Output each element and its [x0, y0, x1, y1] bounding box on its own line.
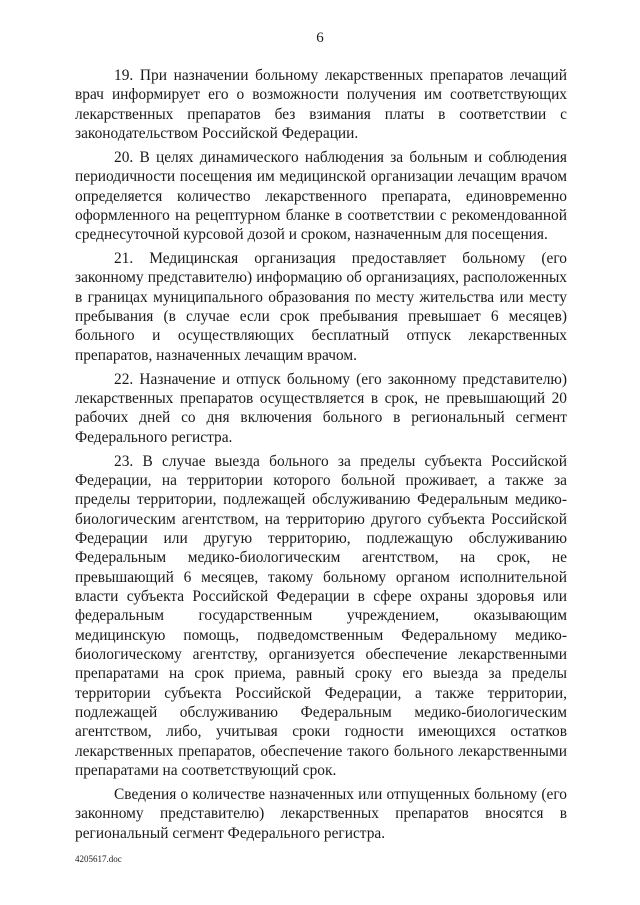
paragraph-20: 20. В целях динамического наблюдения за больным и соблюдения периодичности посещения им медицинской организации лечащим врачом определяется количество лекарственного препарата, единовременно оформленного на рецептурном бланке в соответствии с рекомендованной среднесуточной курсовой дозой и сроком, назначенным для посещения. [75, 148, 567, 244]
paragraph-22: 22. Назначение и отпуск больному (его законному представителю) лекарственных препаратов осуществляется в срок, не превышающий 20 рабочих дней со дня включения больного в региональный сегмент Федерального регистра. [75, 370, 567, 446]
paragraph-19: 19. При назначении больному лекарственных препаратов лечащий врач информирует его о возможности получения им соответствующих лекарственных препаратов без взимания платы в соответствии с законодательством Российской Федерации. [75, 67, 567, 143]
paragraph-registry-info: Сведения о количестве назначенных или отпущенных больному (его законному представителю) лекарственных препаратов вносятся в региональный сегмент Федерального регистра. [75, 785, 567, 842]
paragraph-23: 23. В случае выезда больного за пределы субъекта Российской Федерации, на территории которого больной проживает, а также за пределы территории, подлежащей обслуживанию Федеральным медико-биологическим агентством, на территорию другого субъекта Российской Федерации или другую территорию, подлежащую обслуживанию Федеральным медико-биологическим агентством, на срок, не превышающий 6 месяцев, такому больному органом исполнительной власти субъекта Российской Федерации в сфере охраны здоровья или федеральным государственным учреждением, оказывающим медицинскую помощь, подведомственным Федеральному медико-биологическому агентству, организуется обеспечение лекарственными препаратами на срок приема, равный сроку его выезда за пределы территории субъекта Российской Федерации, а также территории, подлежащей обслуживанию Федеральным медико-биологическим агентством, либо, учитывая сроки годности имеющихся остатков лекарственных препаратов, обеспечение такого больного лекарственными препаратами на соответствующий срок. [75, 452, 567, 780]
page-number: 6 [316, 30, 324, 46]
paragraph-21: 21. Медицинская организация предоставляет больному (его законному представителю) информацию об организациях, расположенных в границах муниципального образования по месту жительства или месту пребывания (в случае если срок пребывания превышает 6 месяцев) больного и осуществляющих бесплатный отпуск лекарственных препаратов, назначенных лечащим врачом. [75, 250, 567, 364]
document-body [75, 66, 567, 847]
document-code-footer: 4205617.doc [75, 854, 122, 864]
